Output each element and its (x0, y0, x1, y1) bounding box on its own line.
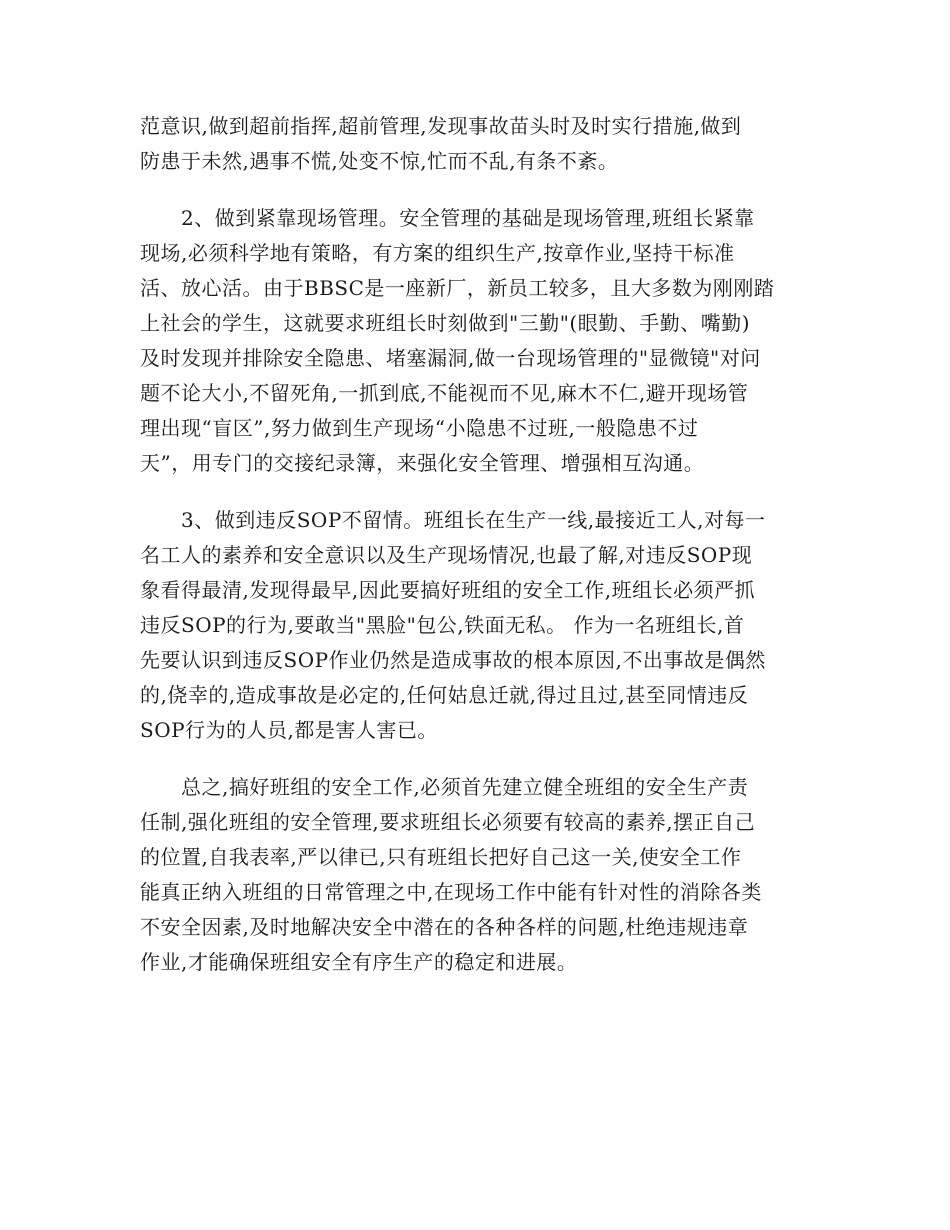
text-line: 活、放心活。由于BBSC是一座新厂，新员工较多，且大多数为刚刚踏 (140, 276, 775, 300)
text-line: 范意识,做到超前指挥,超前管理,发现事故苗头时及时实行措施,做到 (140, 114, 742, 138)
text-line: 总之,搞好班组的安全工作,必须首先建立健全班组的安全生产责 (140, 775, 749, 799)
text-line: 象看得最清,发现得最早,因此要搞好班组的安全工作,班组长必须严抓 (140, 578, 756, 602)
paragraph-2 (140, 201, 810, 481)
text-line: 违反SOP的行为,要敢当"黑脸"包公,铁面无私。 作为一名班组长,首 (140, 613, 745, 637)
paragraph-1 (140, 109, 810, 179)
text-line: 理出现“盲区”,努力做到生产现场“小隐患不过班,一般隐患不过 (140, 416, 699, 440)
document-body (140, 109, 810, 980)
text-line: SOP行为的人员,都是害人害已。 (140, 718, 438, 742)
text-line: 上社会的学生，这就要求班组长时刻做到"三勤"(眼勤、手勤、嘴勤) (140, 311, 751, 335)
text-line: 名工人的素养和安全意识以及生产现场情况,也最了解,对违反SOP现 (140, 543, 753, 567)
text-line: 3、做到违反SOP不留情。班组长在生产一线,最接近工人,对每一 (140, 508, 766, 532)
text-line: 先要认识到违反SOP作业仍然是造成事故的根本原因,不出事故是偶然 (140, 648, 766, 672)
text-line: 的,侥幸的,造成事故是必定的,任何姑息迁就,得过且过,甚至同情违反 (140, 683, 749, 707)
text-line: 及时发现并排除安全隐患、堵塞漏洞,做一台现场管理的"显微镜"对问 (140, 346, 761, 370)
text-line: 2、做到紧靠现场管理。安全管理的基础是现场管理,班组长紧靠 (140, 206, 755, 230)
text-line: 能真正纳入班组的日常管理之中,在现场工作中能有针对性的消除各类 (140, 880, 762, 904)
paragraph-4 (140, 770, 810, 980)
text-line: 现场,必须科学地有策略，有方案的组织生产,按章作业,坚持干标准 (140, 241, 735, 265)
paragraph-3 (140, 503, 810, 748)
text-line: 不安全因素,及时地解决安全中潜在的各种各样的问题,杜绝违规违章 (140, 915, 749, 939)
text-line: 题不论大小,不留死角,一抓到底,不能视而不见,麻木不仁,避开现场管 (140, 381, 749, 405)
text-line: 防患于未然,遇事不慌,处变不惊,忙而不乱,有条不紊。 (140, 149, 619, 173)
text-line: 的位置,自我表率,严以律已,只有班组长把好自己这一关,使安全工作 (140, 845, 742, 869)
text-line: 任制,强化班组的安全管理,要求班组长必须要有较高的素养,摆正自己 (140, 810, 756, 834)
text-line: 作业,才能确保班组安全有序生产的稳定和进展。 (140, 950, 578, 974)
text-line: 天”，用专门的交接纪录簿，来强化安全管理、增强相互沟通。 (140, 451, 705, 475)
